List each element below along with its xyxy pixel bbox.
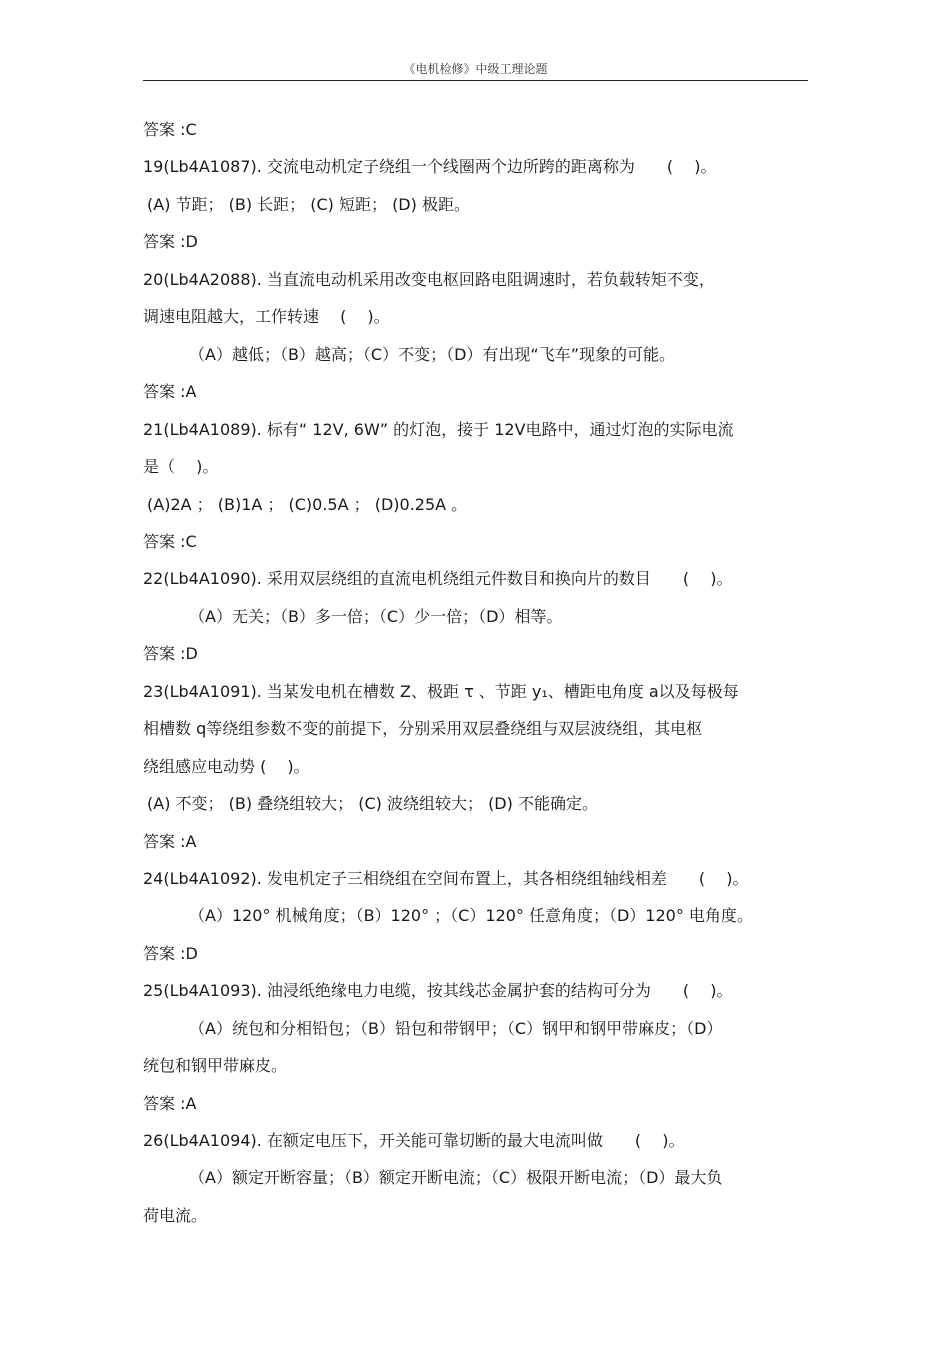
answer-line: 答案 :C — [143, 120, 197, 139]
question-20: 20(Lb4A2088). 当直流电动机采用改变电枢回路电阻调速时，若负载转矩不变， — [143, 270, 715, 289]
options-21: (A)2A ； (B)1A ； (C)0.5A ； (D)0.25A 。 — [147, 495, 468, 514]
question-19: 19(Lb4A1087). 交流电动机定子绕组一个线圈两个边所跨的距离称为 ( )。 — [143, 157, 717, 176]
question-24: 24(Lb4A1092). 发电机定子三相绕组在空间布置上，其各相绕组轴线相差 ( )。 — [143, 869, 749, 888]
options-20: （A）越低；（B）越高；（C）不变；（D）有出现“飞车”现象的可能。 — [189, 345, 675, 364]
question-21: 21(Lb4A1089). 标有“ 12V, 6W” 的灯泡，接于 12V电路中，通过灯泡的实际电流 — [143, 420, 734, 439]
options-26: （A）额定开断容量；（B）额定开断电流；（C）极限开断电流；（D）最大负 — [189, 1168, 723, 1187]
options-25-cont: 统包和钢甲带麻皮。 — [143, 1056, 288, 1075]
answer-line: 答案 :C — [143, 532, 197, 551]
page-header: 《电机检修》中级工理论题 — [403, 62, 548, 76]
options-19: (A) 节距； (B) 长距； (C) 短距； (D) 极距。 — [147, 195, 470, 214]
answer-line: 答案 :D — [143, 944, 198, 963]
question-23: 23(Lb4A1091). 当某发电机在槽数 Z、极距 τ 、节距 y₁、槽距电角度 a以及每极每 — [143, 682, 739, 701]
answer-line: 答案 :D — [143, 644, 198, 663]
answer-line: 答案 :D — [143, 232, 198, 251]
question-25: 25(Lb4A1093). 油浸纸绝缘电力电缆，按其线芯金属护套的结构可分为 ( )。 — [143, 981, 733, 1000]
options-24: （A）120° 机械角度；（B）120° ；（C）120° 任意角度；（D）120° 电角度。 — [189, 906, 753, 925]
question-23-cont: 相槽数 q等绕组参数不变的前提下，分别采用双层叠绕组与双层波绕组，其电枢 — [143, 719, 703, 738]
options-25: （A）统包和分相铅包；（B）铅包和带钢甲；（C）钢甲和钢甲带麻皮；（D） — [189, 1019, 723, 1038]
question-22: 22(Lb4A1090). 采用双层绕组的直流电机绕组元件数目和换向片的数目 ( )。 — [143, 569, 733, 588]
question-23-cont: 绕组感应电动势 ( )。 — [143, 757, 310, 776]
question-20-cont: 调速电阻越大，工作转速 ( )。 — [143, 307, 390, 326]
header-divider — [143, 80, 808, 81]
answer-line: 答案 :A — [143, 382, 197, 401]
answer-line: 答案 :A — [143, 832, 197, 851]
question-21-cont: 是（ )。 — [143, 457, 219, 476]
options-26-cont: 荷电流。 — [143, 1206, 208, 1225]
question-26: 26(Lb4A1094). 在额定电压下，开关能可靠切断的最大电流叫做 ( )。 — [143, 1131, 685, 1150]
options-22: （A）无关；（B）多一倍；（C）少一倍；（D）相等。 — [189, 607, 563, 626]
answer-line: 答案 :A — [143, 1094, 197, 1113]
options-23: (A) 不变； (B) 叠绕组较大； (C) 波绕组较大； (D) 不能确定。 — [147, 794, 598, 813]
